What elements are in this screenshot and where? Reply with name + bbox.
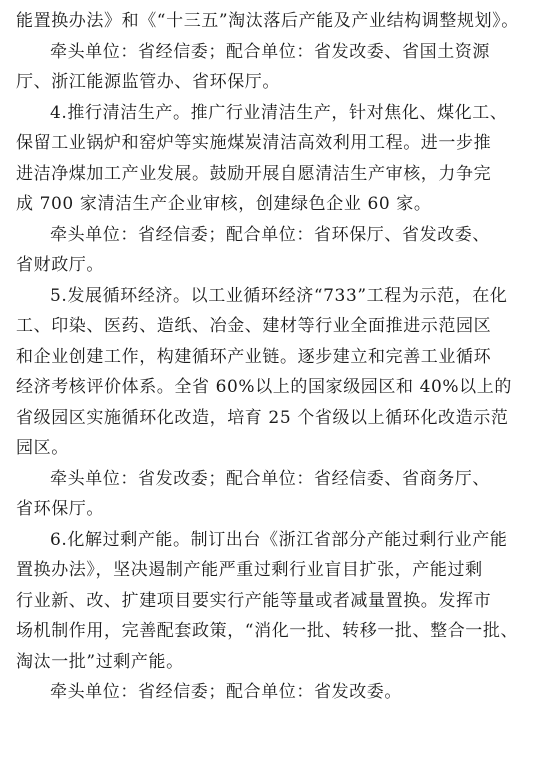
text-line: 淘汰一批”过剩产能。 [16, 651, 184, 672]
text-line: 厅、浙江能源监管办、省环保厅。 [16, 72, 280, 92]
text-line: 省级园区实施循环化改造，培育 25 个省级以上循环化改造示范 [16, 407, 509, 428]
text-line: 省环保厅。 [16, 499, 104, 519]
lead-unit-line: 牵头单位：省发改委；配合单位：省经信委、省商务厅、 [50, 468, 490, 489]
text-line: 能置换办法》和《“十三五”淘汰落后产能及产业结构调整规划》。 [16, 11, 519, 31]
text-line: 园区。 [16, 438, 69, 458]
text-line: 置换办法》，坚决遏制产能严重过剩行业盲目扩张，产能过剩 [16, 560, 483, 580]
lead-unit-line: 牵头单位：省经信委；配合单位：省环保厅、省发改委、 [50, 224, 490, 245]
text-line: 进洁净煤加工产业发展。鼓励开展自愿清洁生产审核，力争完 [16, 163, 492, 184]
lead-unit-line: 牵头单位：省经信委；配合单位：省发改委、省国土资源 [50, 41, 490, 62]
text-line: 经济考核评价体系。全省 60%以上的国家级园区和 40%以上的 [16, 377, 512, 397]
text-line: 和企业创建工作，构建循环产业链。逐步建立和完善工业循环 [16, 346, 492, 367]
text-line: 省财政厅。 [16, 255, 104, 275]
section-heading-line: 6.化解过剩产能。制订出台《浙江省部分产能过剩行业产能 [50, 529, 508, 550]
section-heading-line: 5.发展循环经济。以工业循环经济“733”工程为示范，在化 [50, 285, 508, 306]
text-line: 成 700 家清洁生产企业审核，创建绿色企业 60 家。 [16, 194, 432, 214]
text-line: 工、印染、医药、造纸、冶金、建材等行业全面推进示范园区 [16, 316, 492, 336]
lead-unit-line: 牵头单位：省经信委；配合单位：省发改委。 [50, 682, 402, 702]
text-line: 行业新、改、扩建项目要实行产能等量或者减量置换。发挥市 [16, 590, 492, 611]
text-line: 场机制作用，完善配套政策，“消化一批、转移一批、整合一批、 [16, 621, 519, 641]
section-heading-line: 4.推行清洁生产。推广行业清洁生产，针对焦化、煤化工、 [50, 102, 508, 123]
text-line: 保留工业锅炉和窑炉等实施煤炭清洁高效利用工程。进一步推 [16, 133, 492, 153]
